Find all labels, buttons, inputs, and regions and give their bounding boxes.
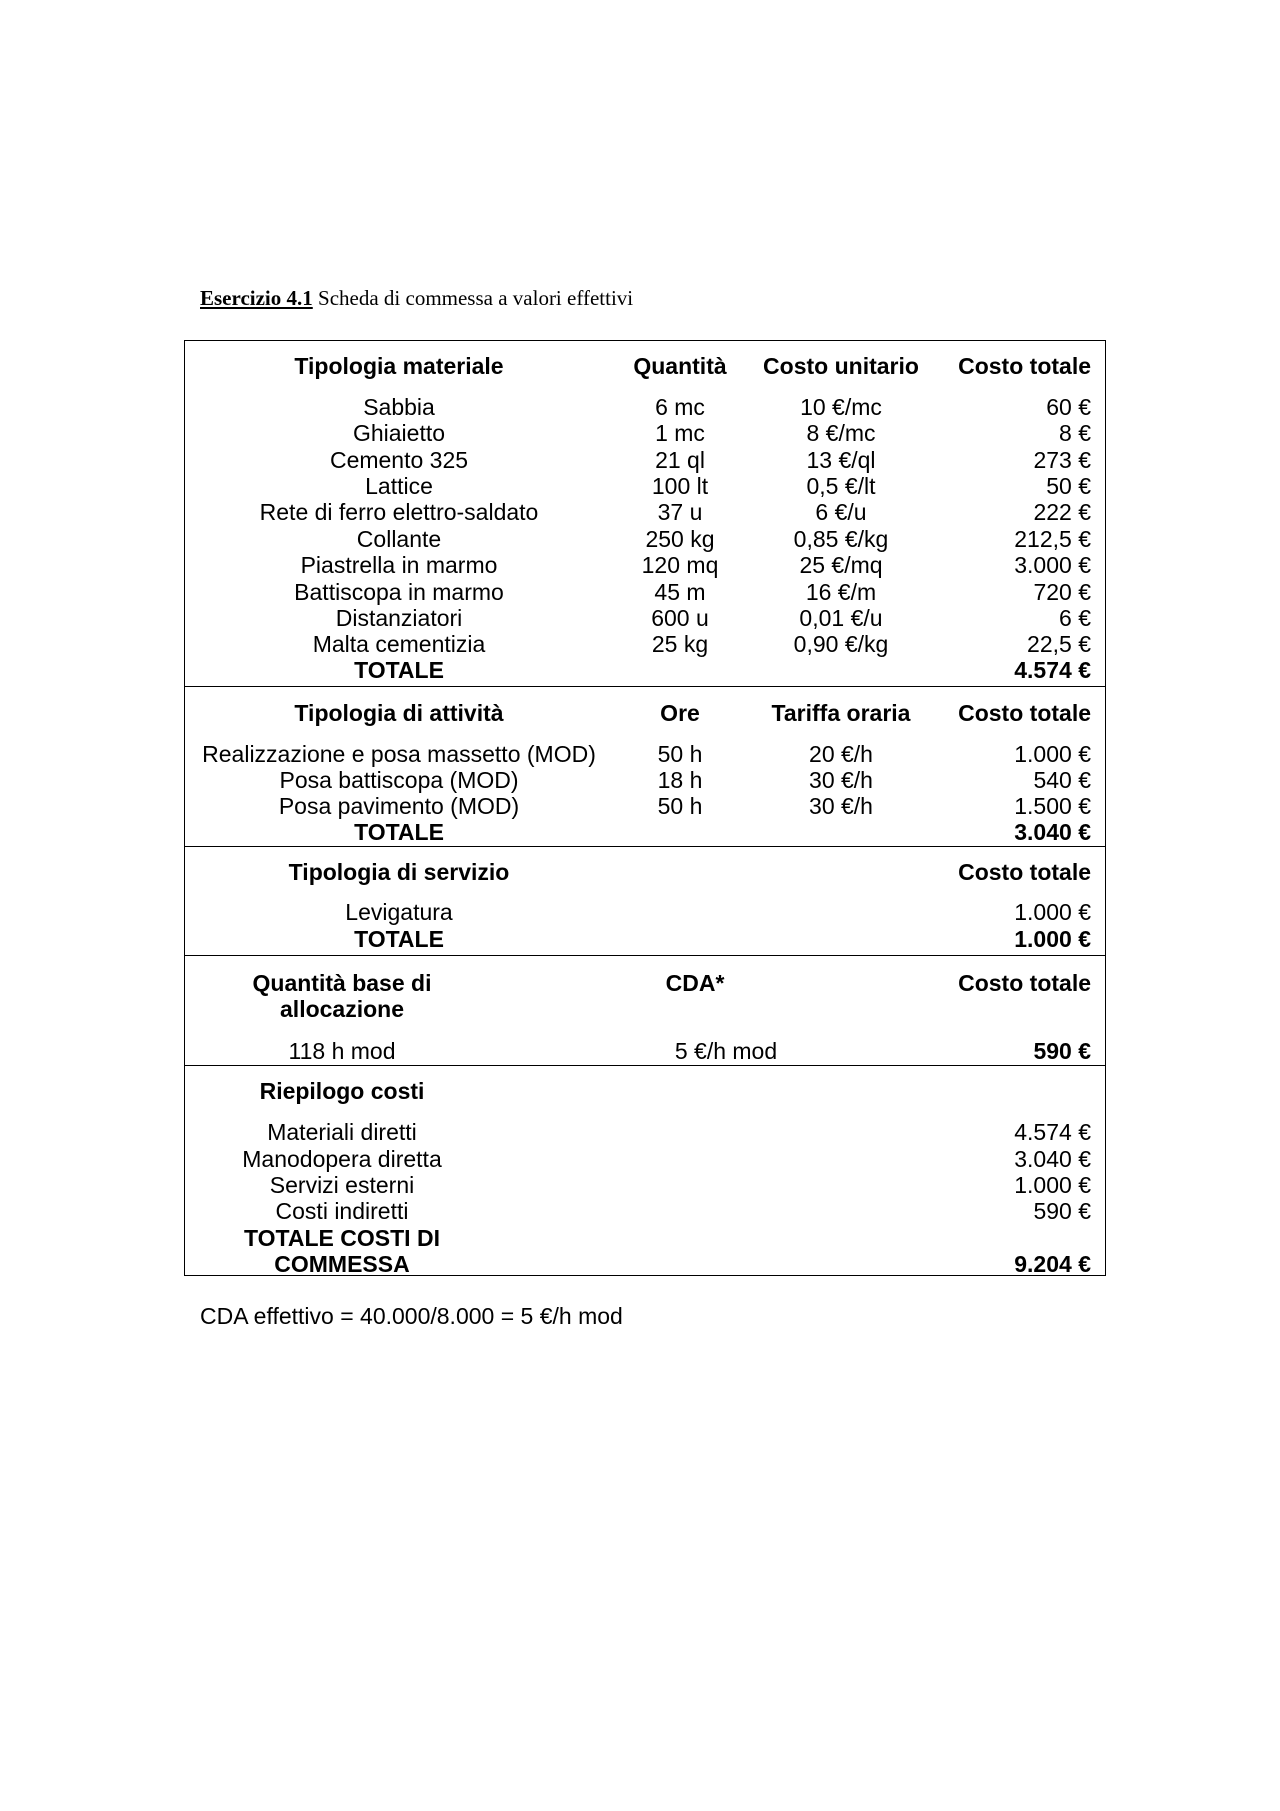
activity-name: Realizzazione e posa massetto (MOD): [202, 741, 596, 767]
material-name: Distanziatori: [335, 605, 463, 631]
section-divider: [185, 686, 1105, 687]
material-qty: 600 u: [651, 605, 709, 631]
material-unit-cost: 0,85 €/kg: [793, 526, 889, 552]
summary-header: Riepilogo costi: [259, 1078, 425, 1104]
material-total: 6 €: [1059, 605, 1091, 631]
activities-header-hours: Ore: [660, 700, 700, 726]
material-unit-cost: 8 €/mc: [806, 420, 876, 446]
material-name: Piastrella in marmo: [300, 552, 498, 578]
summary-value: 4.574 €: [1014, 1119, 1091, 1145]
material-name: Battiscopa in marmo: [294, 579, 504, 605]
material-name: Sabbia: [363, 394, 435, 420]
activities-header-rate: Tariffa oraria: [771, 700, 911, 726]
allocation-total-value: 590 €: [1033, 1038, 1091, 1064]
allocation-base-value: 118 h mod: [288, 1038, 396, 1064]
material-name: Malta cementizia: [312, 631, 486, 657]
summary-total-label-line2: COMMESSA: [274, 1251, 410, 1277]
material-total: 273 €: [1033, 447, 1091, 473]
materials-header-type: Tipologia materiale: [294, 353, 504, 379]
material-name: Lattice: [365, 473, 433, 499]
material-total: 22,5 €: [1027, 631, 1091, 657]
materials-header-qty: Quantità: [633, 353, 727, 379]
summary-label: Materiali diretti: [267, 1119, 417, 1145]
materials-total-label: TOTALE: [354, 657, 444, 683]
activities-total-label: TOTALE: [354, 819, 444, 845]
summary-total-value: 9.204 €: [1014, 1251, 1091, 1277]
section-divider: [185, 846, 1105, 847]
material-qty: 6 mc: [655, 394, 705, 420]
services-header-total: Costo totale: [958, 859, 1091, 885]
activity-hours: 50 h: [657, 793, 703, 819]
activity-total: 1.500 €: [1014, 793, 1091, 819]
activity-name: Posa battiscopa (MOD): [279, 767, 519, 793]
material-qty: 1 mc: [655, 420, 705, 446]
material-name: Cemento 325: [329, 447, 469, 473]
services-total-label: TOTALE: [354, 926, 444, 952]
material-unit-cost: 0,01 €/u: [799, 605, 883, 631]
activity-name: Posa pavimento (MOD): [278, 793, 520, 819]
allocation-header-base-line2: allocazione: [280, 996, 404, 1022]
material-qty: 21 ql: [655, 447, 705, 473]
materials-header-unit-cost: Costo unitario: [763, 353, 919, 379]
material-total: 50 €: [1046, 473, 1091, 499]
material-unit-cost: 13 €/ql: [806, 447, 876, 473]
material-qty: 100 lt: [651, 473, 709, 499]
material-unit-cost: 6 €/u: [815, 499, 867, 525]
material-total: 3.000 €: [1014, 552, 1091, 578]
exercise-number: Esercizio 4.1: [200, 286, 313, 310]
allocation-header-base-line1: Quantità base di: [252, 970, 432, 996]
material-name: Ghiaietto: [352, 420, 446, 446]
activity-total: 1.000 €: [1014, 741, 1091, 767]
summary-value: 3.040 €: [1014, 1146, 1091, 1172]
activities-header-total: Costo totale: [958, 700, 1091, 726]
allocation-header-total: Costo totale: [958, 970, 1091, 996]
material-total: 8 €: [1059, 420, 1091, 446]
exercise-title: Scheda di commessa a valori effettivi: [312, 286, 634, 310]
activity-rate: 30 €/h: [809, 767, 873, 793]
material-total: 212,5 €: [1014, 526, 1091, 552]
activity-total: 540 €: [1033, 767, 1091, 793]
material-total: 60 €: [1046, 394, 1091, 420]
section-divider: [185, 1065, 1105, 1066]
summary-total-label-line1: TOTALE COSTI DI: [244, 1225, 440, 1251]
summary-value: 590 €: [1033, 1198, 1091, 1224]
material-unit-cost: 0,90 €/kg: [793, 631, 889, 657]
material-qty: 250 kg: [645, 526, 715, 552]
services-header-type: Tipologia di servizio: [288, 859, 510, 885]
activity-rate: 30 €/h: [809, 793, 873, 819]
material-name: Collante: [356, 526, 442, 552]
material-qty: 45 m: [654, 579, 706, 605]
activities-header-type: Tipologia di attività: [294, 700, 504, 726]
service-total: 1.000 €: [1014, 899, 1091, 925]
allocation-header-cda: CDA*: [665, 970, 725, 996]
activity-hours: 50 h: [657, 741, 703, 767]
activities-total-value: 3.040 €: [1014, 819, 1091, 845]
exercise-heading: [200, 286, 633, 311]
job-cost-sheet: [184, 340, 1106, 1276]
material-qty: 37 u: [657, 499, 703, 525]
summary-label: Manodopera diretta: [242, 1146, 442, 1172]
material-unit-cost: 16 €/m: [805, 579, 877, 605]
activity-hours: 18 h: [657, 767, 703, 793]
materials-header-total: Costo totale: [958, 353, 1091, 379]
material-name: Rete di ferro elettro-saldato: [259, 499, 539, 525]
summary-label: Costi indiretti: [275, 1198, 409, 1224]
material-total: 720 €: [1033, 579, 1091, 605]
cda-footnote: CDA effettivo = 40.000/8.000 = 5 €/h mod: [200, 1303, 623, 1329]
summary-label: Servizi esterni: [269, 1172, 415, 1198]
allocation-cda-value: 5 €/h mod: [674, 1038, 778, 1064]
material-unit-cost: 0,5 €/lt: [806, 473, 876, 499]
activity-rate: 20 €/h: [809, 741, 873, 767]
materials-total-value: 4.574 €: [1014, 657, 1091, 683]
services-total-value: 1.000 €: [1014, 926, 1091, 952]
material-qty: 120 mq: [641, 552, 719, 578]
section-divider: [185, 955, 1105, 956]
summary-value: 1.000 €: [1014, 1172, 1091, 1198]
material-qty: 25 kg: [651, 631, 709, 657]
material-unit-cost: 25 €/mq: [799, 552, 883, 578]
service-name: Levigatura: [345, 899, 453, 925]
material-unit-cost: 10 €/mc: [800, 394, 882, 420]
material-total: 222 €: [1033, 499, 1091, 525]
